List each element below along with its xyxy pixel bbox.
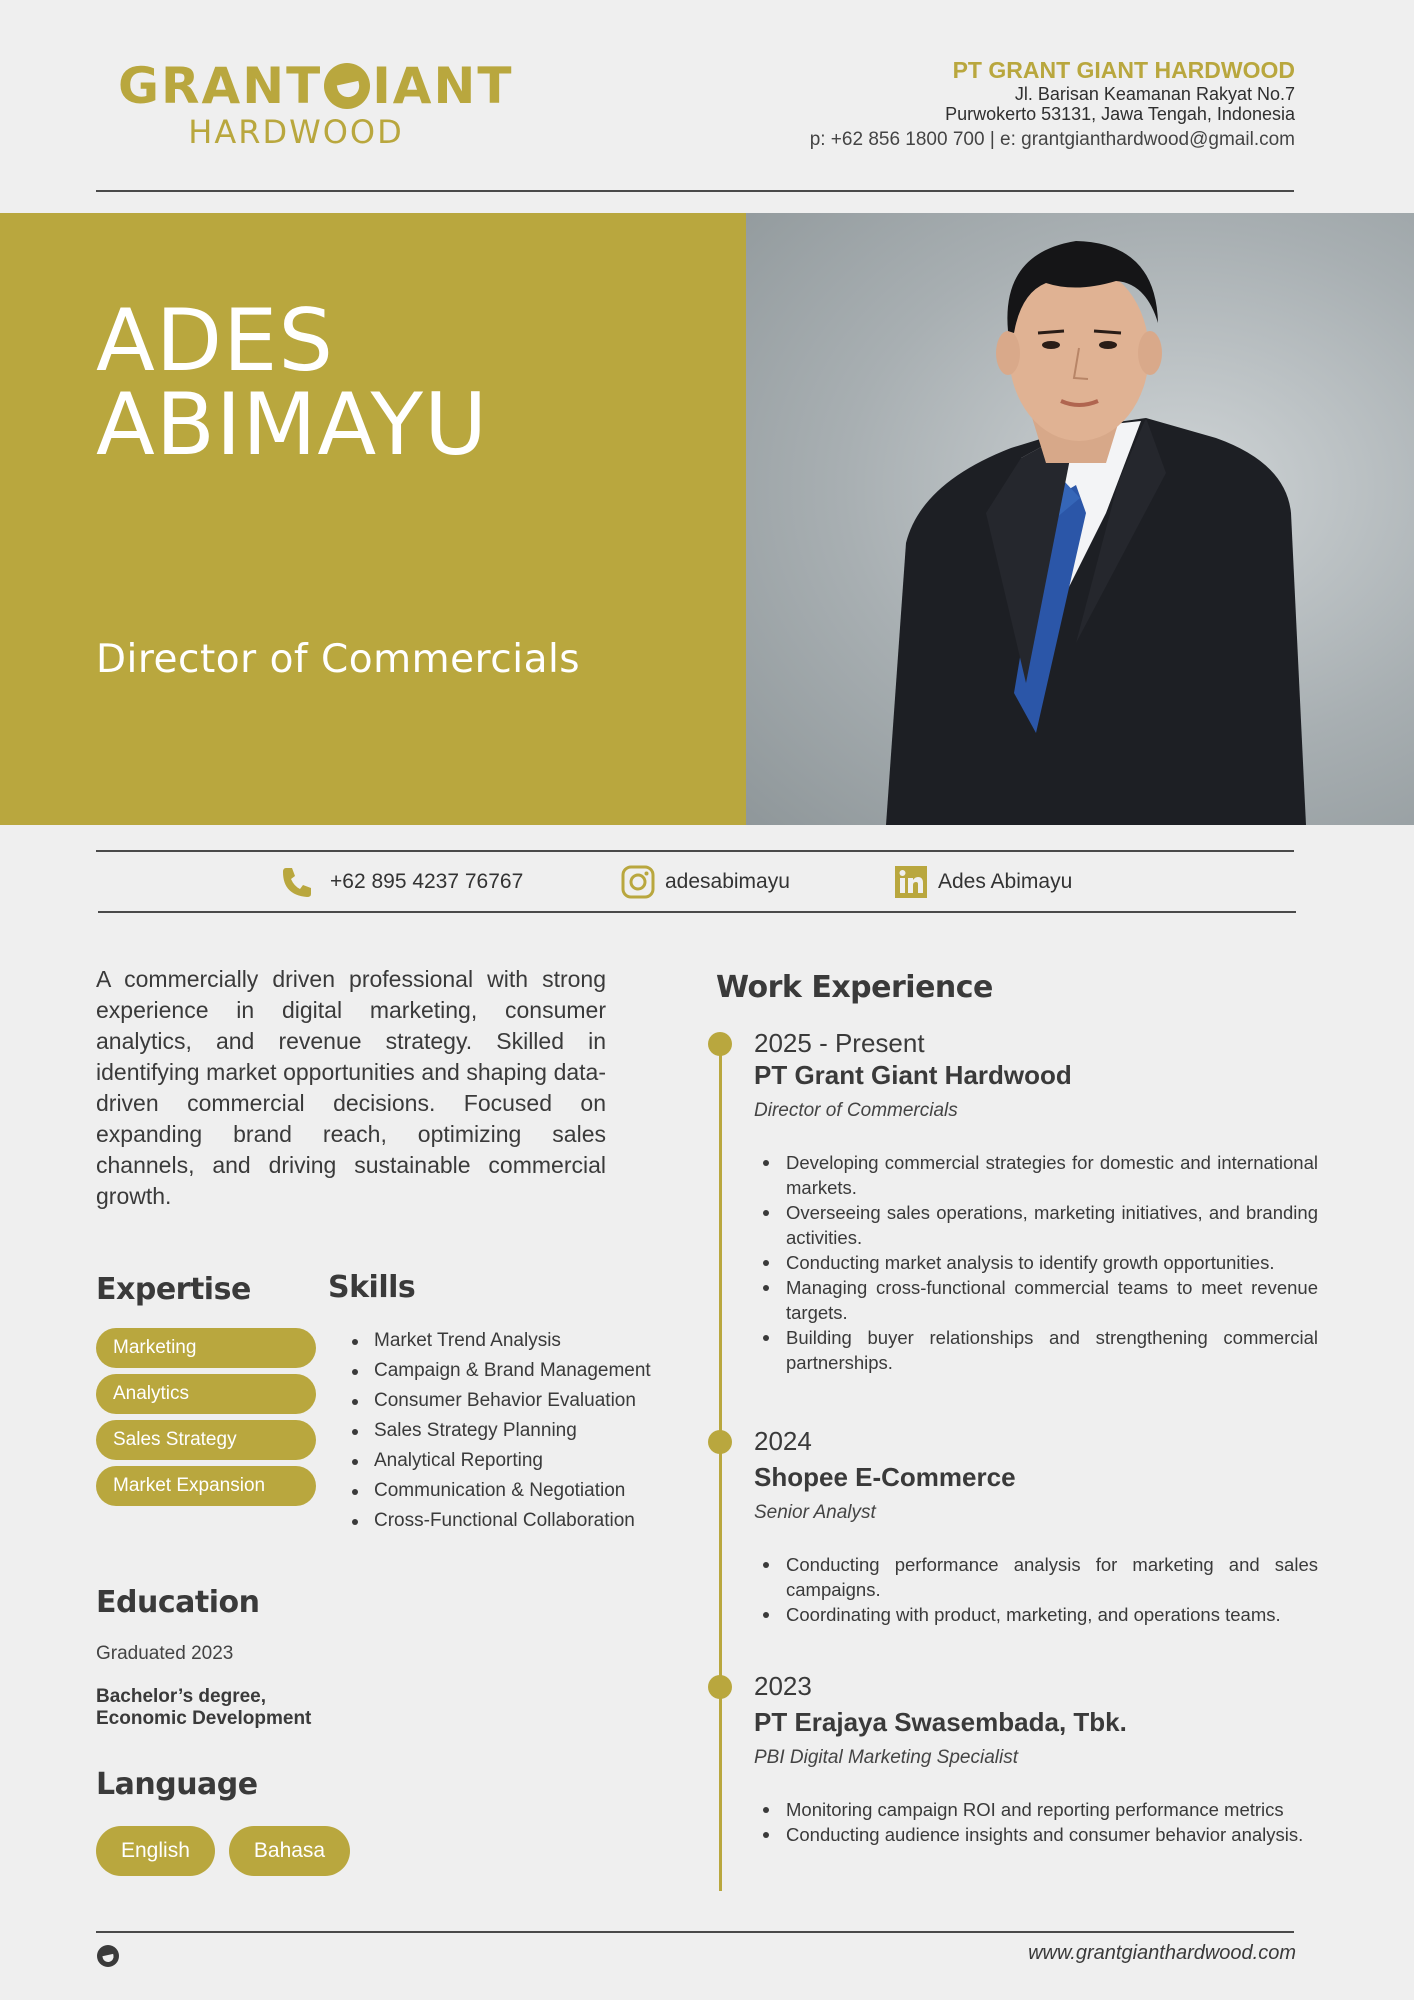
contact-phone[interactable] [280,865,523,899]
person-name [96,291,489,475]
contact-bar [96,851,1294,913]
job-bullet: Building buyer relationships and strengthening commercial partnerships. [754,1325,1318,1375]
education-heading: Education [96,1585,260,1620]
language-pill: English [96,1826,215,1876]
expertise-pill: Marketing [96,1328,316,1368]
skill-item: Communication & Negotiation [350,1476,651,1506]
expertise-pill: Analytics [96,1374,316,1414]
language-heading: Language [96,1767,258,1802]
job-company: PT Erajaya Swasembada, Tbk. [754,1707,1127,1737]
logo-g-mark-icon [324,63,370,109]
job-entry [754,1028,1318,1375]
skill-item: Sales Strategy Planning [350,1416,651,1446]
language-list [96,1826,364,1876]
job-company: Shopee E-Commerce [754,1462,1016,1492]
footer-divider [96,1931,1294,1933]
first-name: ADES [96,291,334,391]
job-bullet: Managing cross-functional commercial teams to meet revenue targets. [754,1275,1318,1325]
company-info [810,56,1295,151]
contact-linkedin[interactable] [894,865,1072,899]
last-name: ABIMAYU [96,375,489,475]
job-bullet: Monitoring campaign ROI and reporting performance metrics [754,1797,1318,1822]
job-bullet: Conducting performance analysis for marketing and sales campaigns. [754,1552,1318,1602]
expertise-pill: Sales Strategy [96,1420,316,1460]
job-bullet: Conducting market analysis to identify growth opportunities. [754,1250,1318,1275]
timeline-dot [708,1032,732,1056]
expertise-list [96,1328,316,1512]
company-name: PT GRANT GIANT HARDWOOD [952,57,1295,83]
job-bullet: Overseeing sales operations, marketing initiatives, and branding activities. [754,1200,1318,1250]
instagram-icon [621,865,655,899]
company-contact: p: +62 856 1800 700 | e: grantgianthardwood@gmail.com [809,129,1295,150]
company-address-2: Purwokerto 53131, Jawa Tengah, Indonesia [945,104,1295,124]
skills-list [350,1326,651,1536]
job-period: 2023 [754,1671,812,1701]
profile-summary: A commercially driven professional with strong experience in digital marketing, consumer analytics, and revenue strategy. Skilled in identifying market opportunities and shaping data-driven commercial decisions. Focused on expanding brand reach, optimizing sales channels, and driving sustainable commercial growth. [96,966,606,1209]
degree [96,1686,396,1730]
expertise-heading: Expertise [96,1272,251,1307]
footer-logo-icon [97,1945,119,1967]
logo-text-right: IANT [372,57,514,115]
job-period: 2025 - Present [754,1028,925,1058]
footer-website[interactable]: www.grantgianthardwood.com [1028,1942,1296,1964]
job-role: PBI Digital Marketing Specialist [754,1747,1018,1768]
job-bullet: Developing commercial strategies for domestic and international markets. [754,1150,1318,1200]
job-bullet: Conducting audience insights and consumer behavior analysis. [754,1822,1318,1847]
company-address-1: Jl. Barisan Keamanan Rakyat No.7 [1014,84,1295,104]
job-role: Senior Analyst [754,1502,876,1523]
job-title: Director of Commercials [96,637,581,682]
contact-instagram[interactable] [621,865,790,899]
logo-wordmark [118,57,514,115]
linkedin-icon [894,865,928,899]
logo-text-left: GRANT [118,57,323,115]
hero-banner [0,213,746,825]
work-heading: Work Experience [716,970,993,1005]
job-bullet: Coordinating with product, marketing, and operations teams. [754,1602,1318,1627]
job-bullets [754,1552,1318,1627]
contact-divider-bottom [98,911,1296,913]
profile-photo [746,213,1414,825]
job-period: 2024 [754,1426,812,1456]
skill-item: Analytical Reporting [350,1446,651,1476]
portrait-illustration [746,213,1414,825]
phone-icon [280,865,314,899]
job-company: PT Grant Giant Hardwood [754,1060,1072,1090]
degree-line-1: Bachelor’s degree, [96,1686,267,1707]
header-divider [96,190,1294,192]
skill-item: Market Trend Analysis [350,1326,651,1356]
job-bullets [754,1150,1318,1375]
linkedin-name: Ades Abimayu [938,870,1073,893]
phone-number: +62 895 4237 76767 [330,870,524,893]
company-logo [118,57,514,152]
timeline-line [719,1043,722,1891]
timeline-dot [708,1430,732,1454]
instagram-handle: adesabimayu [665,870,790,893]
skills-heading: Skills [328,1270,416,1305]
skill-item: Campaign & Brand Management [350,1356,651,1386]
timeline-dot [708,1675,732,1699]
job-role: Director of Commercials [754,1100,958,1121]
logo-subtext: HARDWOOD [188,113,404,151]
skill-item: Consumer Behavior Evaluation [350,1386,651,1416]
graduation-year: Graduated 2023 [96,1643,234,1664]
degree-line-2: Economic Development [96,1708,312,1729]
language-pill: Bahasa [229,1826,350,1876]
job-bullets [754,1797,1318,1847]
skill-item: Cross-Functional Collaboration [350,1506,651,1536]
job-entry [754,1671,1318,1847]
job-entry [754,1426,1318,1627]
expertise-pill: Market Expansion [96,1466,316,1506]
